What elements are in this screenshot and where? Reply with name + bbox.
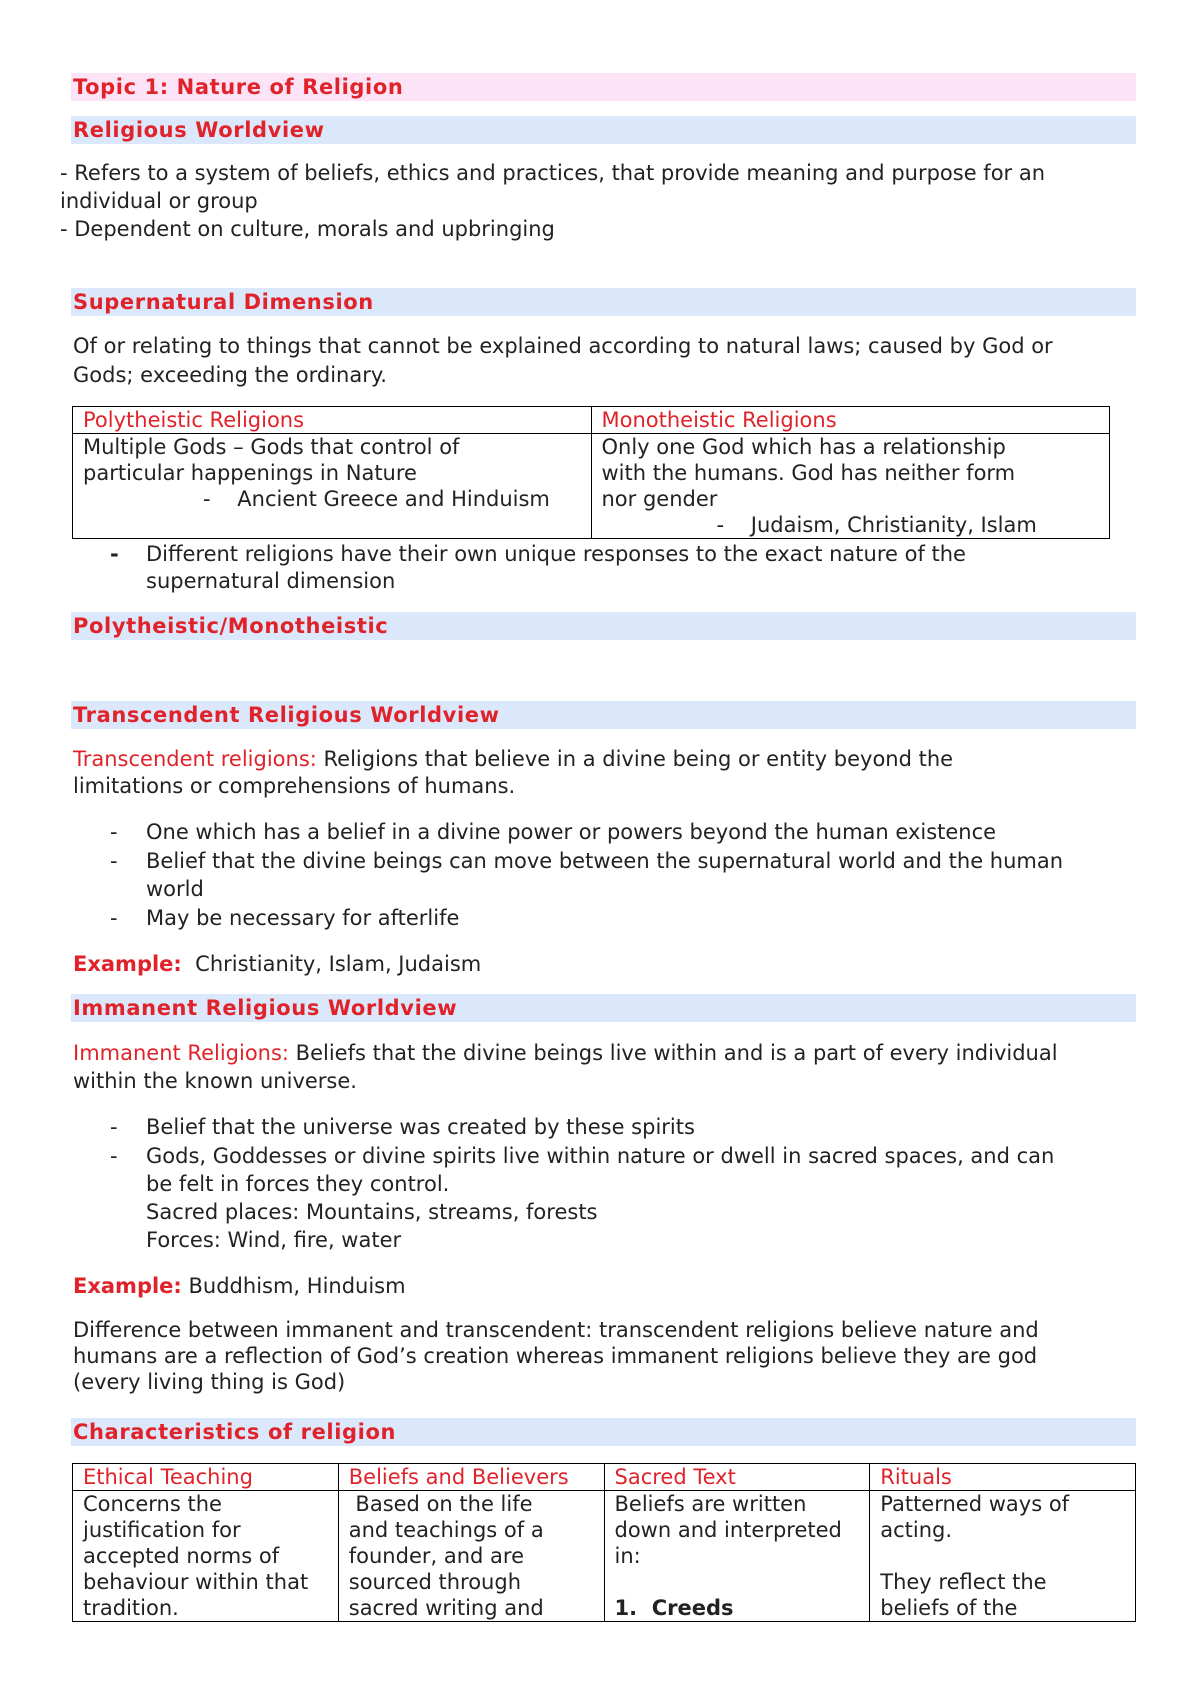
immanent-bullet-2b: be felt in forces they control.: [146, 1172, 450, 1196]
transcendent-example: [73, 950, 481, 978]
cell-line: founder, and are: [348, 1544, 524, 1568]
transcendent-def-text: Religions that believe in a divine being or entity beyond the: [316, 747, 954, 771]
worldview-line-1b: individual or group: [60, 189, 258, 213]
monotheistic-cell: [591, 434, 1110, 539]
worldview-heading-band: [71, 116, 1136, 144]
poly-line-3: - Ancient Greece and Hinduism: [203, 487, 550, 511]
supernatural-heading: Supernatural Dimension: [73, 290, 374, 314]
worldview-line-2: - Dependent on culture, morals and upbringing: [60, 217, 555, 241]
immanent-def-text: Beliefs that the divine beings live within and is a part of every individual: [289, 1041, 1058, 1065]
transcendent-bullet-2: Belief that the divine beings can move between the supernatural world and the human: [146, 849, 1064, 873]
header-sacred-text: Sacred Text: [604, 1464, 870, 1491]
transcendent-def-2: limitations or comprehensions of humans.: [73, 774, 516, 798]
cell-line: Beliefs are written: [614, 1492, 807, 1516]
immanent-bullet-1: Belief that the universe was created by these spirits: [146, 1115, 695, 1139]
cell-line: sacred writing and: [348, 1596, 544, 1620]
characteristics-heading-band: [71, 1418, 1136, 1446]
immanent-def-1: [73, 1039, 1058, 1067]
cell-line: accepted norms of: [83, 1544, 280, 1568]
mono-line-3: nor gender: [601, 487, 718, 511]
immanent-sacred-places: Sacred places: Mountains, streams, forests: [146, 1200, 598, 1224]
cell-line: They reflect the: [880, 1570, 1047, 1594]
bullet-dash: -: [110, 1144, 118, 1168]
cell-line: and teachings of a: [348, 1518, 544, 1542]
mono-line-2: with the humans. God has neither form: [601, 461, 1016, 485]
example-label: Example:: [73, 1274, 182, 1298]
sacred-text-cell: [604, 1491, 870, 1622]
supernatural-note-2: supernatural dimension: [146, 569, 396, 593]
example-label: Example:: [73, 952, 182, 976]
beliefs-believers-cell: [338, 1491, 604, 1622]
poly-line-2: particular happenings in Nature: [83, 461, 417, 485]
example-text: Buddhism, Hinduism: [181, 1274, 406, 1298]
transcendent-bullet-2b: world: [146, 877, 204, 901]
cell-line: behaviour within that: [83, 1570, 309, 1594]
cell-line: in:: [614, 1544, 641, 1568]
supernatural-def-2: Gods; exceeding the ordinary.: [73, 363, 387, 387]
transcendent-def-1: [73, 745, 953, 773]
transcendent-bullet-3: May be necessary for afterlife: [146, 906, 460, 930]
polymono-heading-band: [71, 612, 1136, 640]
transcendent-heading: Transcendent Religious Worldview: [73, 703, 500, 727]
example-text: Christianity, Islam, Judaism: [181, 952, 482, 976]
ethical-teaching-cell: [73, 1491, 339, 1622]
header-ethical-teaching: Ethical Teaching: [73, 1464, 339, 1491]
worldview-heading: Religious Worldview: [73, 118, 325, 142]
cell-line: justification for: [83, 1518, 241, 1542]
mono-line-1: Only one God which has a relationship: [601, 435, 1006, 459]
bullet-dash: -: [110, 1115, 118, 1139]
bullet-dash: -: [110, 906, 118, 930]
cell-line: [880, 1543, 1125, 1569]
header-rituals: Rituals: [870, 1464, 1136, 1491]
cell-line: acting.: [880, 1518, 953, 1542]
supernatural-def-1: Of or relating to things that cannot be explained according to natural laws; caused by God or: [73, 334, 1053, 358]
polymono-heading: Polytheistic/Monotheistic: [73, 614, 389, 638]
supernatural-note-1: Different religions have their own unique responses to the exact nature of the: [146, 542, 966, 566]
immanent-heading: Immanent Religious Worldview: [73, 996, 458, 1020]
worldview-line-1: - Refers to a system of beliefs, ethics and practices, that provide meaning and purpose for an: [60, 161, 1046, 185]
immanent-heading-band: [71, 994, 1136, 1022]
cell-line: down and interpreted: [614, 1518, 842, 1542]
immanent-example: [73, 1272, 406, 1300]
note-bullet: -: [110, 542, 119, 566]
immanent-def-2: within the known universe.: [73, 1069, 357, 1093]
difference-line-2: humans are a reflection of God’s creation whereas immanent religions believe they are god: [73, 1344, 1038, 1368]
characteristics-heading: Characteristics of religion: [73, 1420, 397, 1444]
cell-line: tradition.: [83, 1596, 179, 1620]
cell-line: Based on the life: [348, 1492, 533, 1516]
transcendent-bullet-1: One which has a belief in a divine power or powers beyond the human existence: [146, 820, 997, 844]
cell-line: Concerns the: [83, 1492, 222, 1516]
difference-line-1: Difference between immanent and transcendent: transcendent religions believe nature and: [73, 1318, 1039, 1342]
creeds-item: 1. Creeds: [614, 1596, 734, 1620]
cell-line: sourced through: [348, 1570, 522, 1594]
transcendent-heading-band: [71, 701, 1136, 729]
polytheistic-header: Polytheistic Religions: [73, 407, 592, 434]
immanent-term: Immanent Religions:: [73, 1041, 289, 1065]
polytheistic-cell: [73, 434, 592, 539]
monotheistic-header: Monotheistic Religions: [591, 407, 1110, 434]
characteristics-table: [72, 1463, 1136, 1622]
theism-table: [72, 406, 1110, 539]
header-beliefs-believers: Beliefs and Believers: [338, 1464, 604, 1491]
poly-line-1: Multiple Gods – Gods that control of: [83, 435, 460, 459]
immanent-forces: Forces: Wind, fire, water: [146, 1228, 402, 1252]
transcendent-term: Transcendent religions:: [73, 747, 317, 771]
cell-line: Patterned ways of: [880, 1492, 1070, 1516]
immanent-bullet-2: Gods, Goddesses or divine spirits live within nature or dwell in sacred spaces, and can: [146, 1144, 1055, 1168]
topic-heading: Topic 1: Nature of Religion: [73, 75, 404, 99]
cell-line: [615, 1569, 860, 1595]
difference-line-3: (every living thing is God): [73, 1370, 346, 1394]
topic-heading-band: [71, 73, 1136, 101]
bullet-dash: -: [110, 820, 118, 844]
cell-line: beliefs of the: [880, 1596, 1018, 1620]
rituals-cell: [870, 1491, 1136, 1622]
bullet-dash: -: [110, 849, 118, 873]
mono-line-4: - Judaism, Christianity, Islam: [716, 513, 1037, 537]
supernatural-heading-band: [71, 288, 1136, 316]
